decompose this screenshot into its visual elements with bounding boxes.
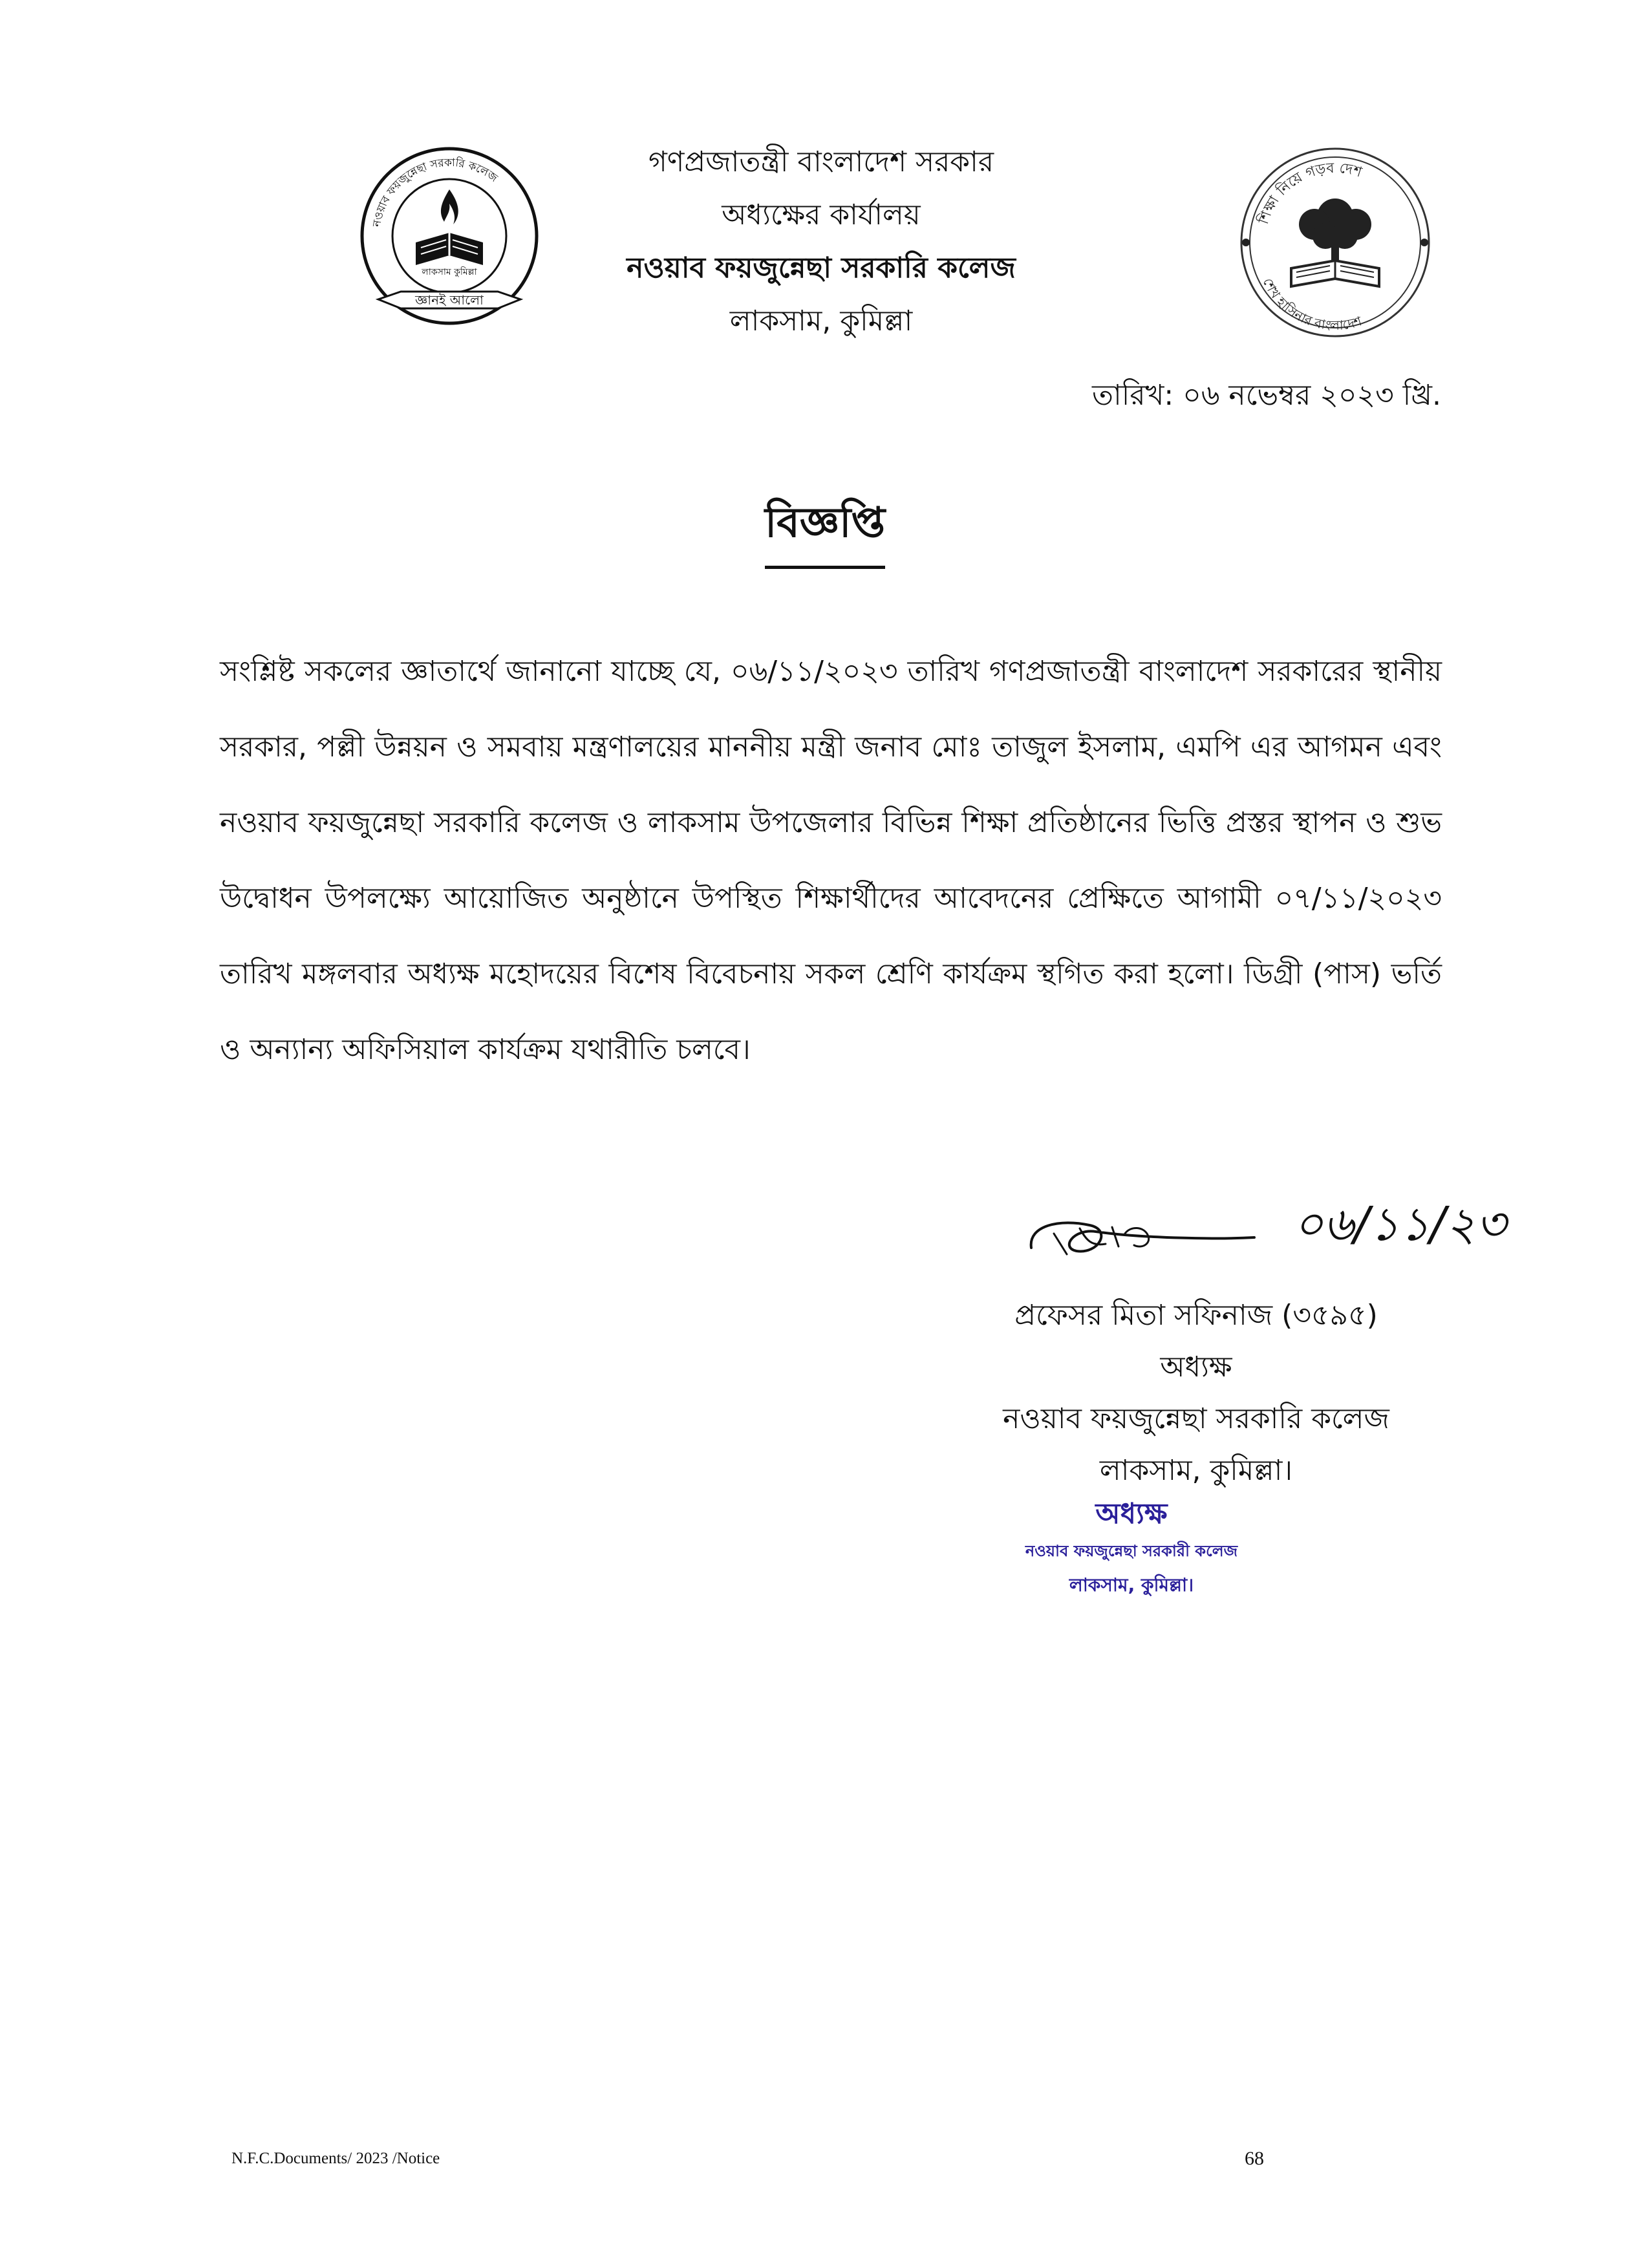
signer-designation: অধ্যক্ষ [1160,1351,1232,1384]
government-name: গণপ্রজাতন্ত্রী বাংলাদেশ সরকার [648,145,994,178]
stamp-title: অধ্যক্ষ [1095,1497,1168,1530]
signer-name: প্রফেসর মিতা সফিনাজ (৩৫৯৫) [1014,1299,1378,1332]
svg-text:শেখ হাসিনার বাংলাদেশ: শেখ হাসিনার বাংলাদেশ [1259,275,1364,334]
letterhead [569,136,1073,348]
college-name: নওয়াব ফয়জুন্নেছা সরকারি কলেজ [627,251,1016,284]
notice-title: বিজ্ঞপ্তি [765,491,885,569]
notice-title-block [0,491,1650,569]
document-reference: N.F.C.Documents/ 2023 /Notice [231,2150,440,2167]
svg-text:নওয়াব ফয়জুন্নেছা সরকারি কলেজ: নওয়াব ফয়জুন্নেছা সরকারি কলেজ [370,156,500,228]
office-name: অধ্যক্ষের কার্যালয় [722,198,921,231]
signer-location: লাকসাম, কুমিল্লা। [1099,1454,1293,1487]
college-logo-left [352,139,546,333]
notice-date: তারিখ: ০৬ নভেম্বর ২০২৩ খ্রি. [1091,379,1441,412]
svg-text:জ্ঞানই আলো: জ্ঞানই আলো [415,292,484,308]
education-emblem-right [1232,139,1439,346]
handwritten-signature [1015,1164,1571,1280]
notice-body: সংশ্লিষ্ট সকলের জ্ঞাতার্থে জানানো যাচ্ছে যে, ০৬/১১/২০২৩ তারিখ গণপ্রজাতন্ত্রী বাংলাদেশ সরকারের স্থানীয় সরকার, পল্লী উন্নয়ন ও সমবায় মন্ত্রণালয়ের মাননীয় মন্ত্রী জনাব মোঃ তাজুল ইসলাম, এমপি এর আগমন এবং নওয়াব ফয়জুন্নেছা সরকারি কলেজ ও লাকসাম উপজেলার বিভিন্ন শিক্ষা প্রতিষ্ঠানের ভিত্তি প্রস্তর স্থাপন ও শুভ উদ্বোধন উপলক্ষ্যে আয়োজিত অনুষ্ঠানে উপস্থিত শিক্ষার্থীদের আবেদনের প্রেক্ষিতে আগামী ০৭/১১/২০২৩ তারিখ মঙ্গলবার অধ্যক্ষ মহোদয়ের বিশেষ বিবেচনায় সকল শ্রেণি কার্যক্রম স্থগিত করা হলো। ডিগ্রী (পাস) ভর্তি ও অন্যান্য অফিসিয়াল কার্যক্রম যথারীতি চলবে। [220,655,1442,1066]
handwritten-date: ০৬/১১/২৩ [1293,1197,1506,1251]
college-location: লাকসাম, কুমিল্লা [729,305,913,337]
signer-block [841,1290,1552,1497]
page-number: 68 [1245,2148,1264,2169]
svg-text:লাকসাম কুমিল্লা: লাকসাম কুমিল্লা [422,267,477,277]
signer-institution: নওয়াব ফয়জুন্নেছা সরকারি কলেজ [1003,1402,1389,1435]
stamp-institution: নওয়াব ফয়জুন্নেছা সরকারী কলেজ [1025,1542,1238,1560]
principal-seal-stamp [950,1493,1312,1603]
svg-text:শিক্ষা নিয়ে গড়ব দেশ: শিক্ষা নিয়ে গড়ব দেশ [1256,160,1364,227]
stamp-location: লাকসাম, কুমিল্লা। [1069,1574,1194,1596]
